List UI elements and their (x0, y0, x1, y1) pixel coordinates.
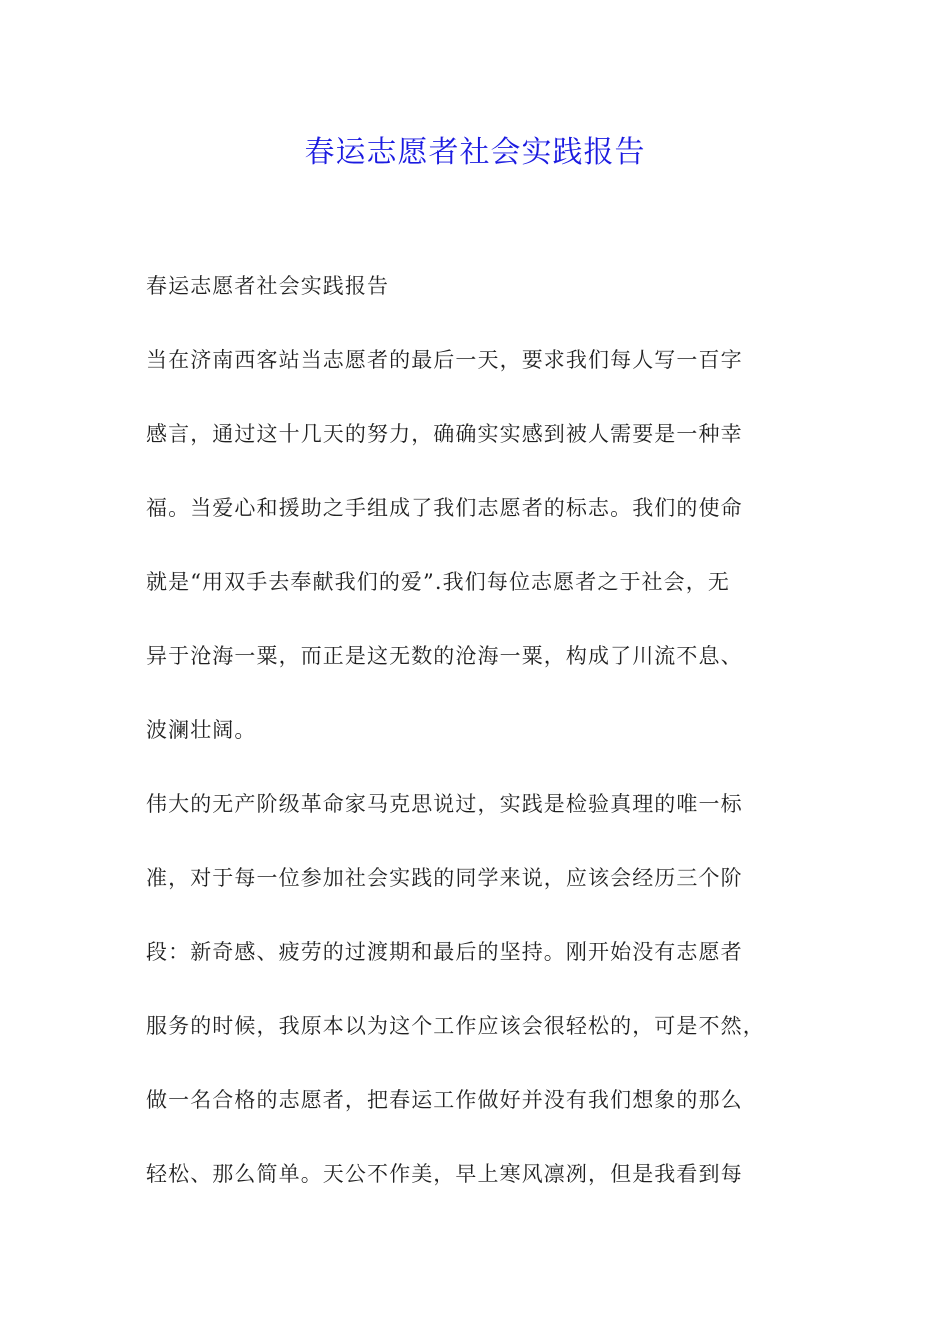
body-line: 准，对于每一位参加社会实践的同学来说，应该会经历三个阶 (146, 866, 743, 890)
body-line: 做一名合格的志愿者，把春运工作做好并没有我们想象的那么 (146, 1088, 743, 1112)
body-line: 异于沧海一粟，而正是这无数的沧海一粟，构成了川流不息、 (146, 644, 743, 668)
body-line: 感言，通过这十几天的努力，确确实实感到被人需要是一种幸 (146, 422, 743, 446)
body-line: 段：新奇感、疲劳的过渡期和最后的坚持。刚开始没有志愿者 (146, 940, 743, 964)
document-title: 春运志愿者社会实践报告 (304, 135, 646, 170)
body-line: 当在济南西客站当志愿者的最后一天，要求我们每人写一百字 (146, 348, 743, 372)
body-line: 就是“用双手去奉献我们的爱”.我们每位志愿者之于社会，无 (146, 570, 730, 594)
body-line: 福。当爱心和援助之手组成了我们志愿者的标志。我们的使命 (146, 496, 743, 520)
document-subtitle: 春运志愿者社会实践报告 (146, 274, 390, 298)
body-line: 服务的时候，我原本以为这个工作应该会很轻松的，可是不然， (146, 1014, 765, 1038)
body-line: 伟大的无产阶级革命家马克思说过，实践是检验真理的唯一标 (146, 792, 743, 816)
body-line: 轻松、那么简单。天公不作美，早上寒风凛冽，但是我看到每 (146, 1162, 743, 1186)
body-line: 波澜壮阔。 (146, 718, 257, 742)
